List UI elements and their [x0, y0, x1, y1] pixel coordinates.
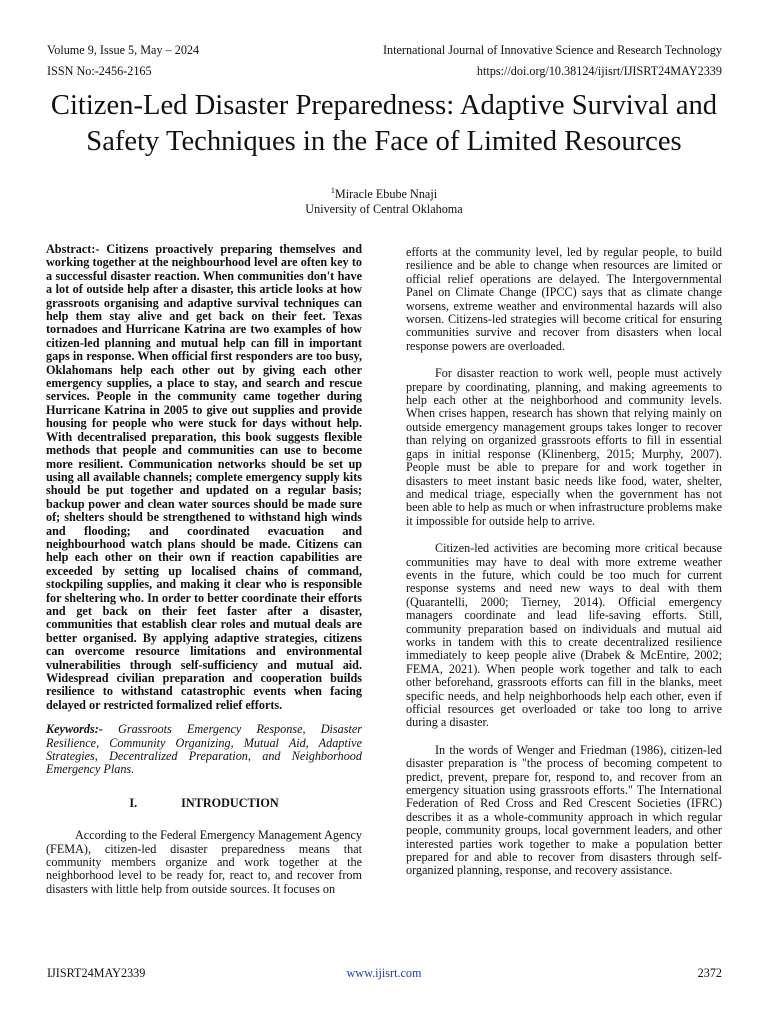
- author-name-line: [0, 187, 768, 202]
- body-paragraph-3: Citizen-led activities are becoming more critical because communities may have to deal with more extreme weather events in the future, which could be too much for current response systems and need new ways to deal with them (Quarantelli, 2000; Tierney, 2014). Official emergency managers coordinate and lead life-saving efforts. Still, community preparation based on individuals and mutual aid works in tandem with this to create decentralized resilience immediately to keep people alive (Drabek & McEntire, 2002; FEMA, 2021). When people work together and talk to each other beforehand, grassroots efforts can fill in the blanks, meet specific needs, and help neighborhoods help each other, even if official resources get overloaded or take too long to arrive during a disaster.: [406, 541, 722, 730]
- header-journal-name: International Journal of Innovative Science and Research Technology: [382, 43, 722, 57]
- author-affiliation: University of Central Oklahoma: [305, 202, 463, 216]
- section-heading-introduction: [46, 797, 362, 810]
- paper-title: Citizen-Led Disaster Preparedness: Adaptive Survival and Safety Techniques in the Face of Limited Resources: [50, 90, 718, 157]
- author-name: Miracle Ebube Nnaji: [334, 187, 438, 201]
- header-volume: Volume 9, Issue 5, May – 2024: [47, 43, 200, 57]
- left-column: [46, 243, 362, 896]
- abstract-paragraph: Abstract:- Citizens proactively preparing themselves and working together at the neighbourhood level are often key to a successful disaster reaction. When communities don't have a lot of outside help after a disaster, this article looks at how grassroots organising and adaptive survival techniques can help them stay alive and get back on their feet. Texas tornadoes and Hurricane Katrina are two examples of how citizen-led planning and mutual help can fill in important gaps in response. When official first responders are too busy, Oklahomans help each other out by giving each other emergency supplies, a place to stay, and search and rescue services. People in the community came together during Hurricane Katrina in 2005 to give out supplies and provide housing for people who were stuck for days without help. With decentralised preparation, this book suggests flexible methods that people and communities can use to become more resilient. Communication networks should be set up using all available channels; complete emergency supply kits should be put together and updated on a regular basis; backup power and clean water sources should be made sure of; shelters should be strengthened to withstand high winds and flooding; and coordinated evacuation and neighbourhood watch plans should be made. Citizens can help each other on their own if reaction capabilities are exceeded by setting up localised chains of command, stockpiling supplies, and making it clear who is responsible for sheltering who. In order to better coordinate their efforts and get back on their feet faster after a disaster, communities that establish clear roles and mutual deals are better organised. By applying adaptive strategies, citizens can overcome resource limitations and environmental vulnerabilities through self-sufficiency and mutual aid. Widespread civilian preparation and cooperation builds resilience to withstand catastrophic events when facing delayed or restricted formalized relief efforts.: [46, 242, 362, 712]
- section-title: INTRODUCTION: [181, 795, 279, 810]
- footer-website-link[interactable]: www.ijisrt.com: [346, 966, 422, 980]
- header-issn: ISSN No:-2456-2165: [47, 64, 152, 78]
- author-affiliation-marker: 1: [330, 186, 335, 195]
- intro-paragraph: According to the Federal Emergency Management Agency (FEMA), citizen-led disaster preparedness means that community members organize and work together at the neighborhood level to be ready for, react to, and recover from disasters with little help from outside sources. It focuses on: [46, 828, 362, 896]
- footer-page-number: 2372: [697, 966, 722, 980]
- section-number: I.: [129, 795, 138, 810]
- body-paragraph-2: For disaster reaction to work well, people must actively prepare by coordinating, planning, and making agreements to help each other at the neighborhood and community levels. When crises happen, research has shown that relying mainly on outside emergency management groups takes longer to recover than relying on organized grassroots efforts to fill in essential gaps in initial response (Klinenberg, 2015; Murphy, 2007). People must be able to prepare for and work together in disasters to meet instant basic needs like food, water, shelter, and medical triage, especially when the government has not been able to help as much or when infrastructure problems make it impossible for outside help to arrive.: [406, 366, 722, 528]
- body-paragraph-1: efforts at the community level, led by regular people, to build resilience and be able to change when resources are limited or official relief operations are delayed. The Intergovernmental Panel on Climate Change (IPCC) says that as climate change worsens, extreme weather and environmental hazards will also worsen. Citizens-led strategies will become critical for ensuring communities survive and recover from disasters when local response powers are overloaded.: [406, 245, 722, 353]
- right-column: [406, 246, 722, 878]
- keywords-label: Keywords:-: [46, 722, 103, 737]
- keywords-list: Grassroots Emergency Response, Disaster Resilience, Community Organizing, Mutual Aid, Adaptive Strategies, Decentralized Preparation, and Neighborhood Emergency Plans.: [46, 722, 363, 777]
- body-paragraph-4: In the words of Wenger and Friedman (1986), citizen-led disaster preparation is "the process of becoming competent to predict, prevent, prepare for, respond to, and recover from an emergency situation using grassroots efforts." The International Federation of Red Cross and Red Crescent Societies (IFRC) describes it as a whole-community approach in which regular people, community groups, local government leaders, and other interested parties work together to make a population better prepared for and able to recover from disasters through self-organized planning, response, and recovery assistance.: [406, 742, 722, 878]
- header-doi-link[interactable]: https://doi.org/10.38124/ijisrt/IJISRT24MAY2339: [476, 64, 722, 78]
- keywords-paragraph: [46, 723, 362, 777]
- footer-article-id: IJISRT24MAY2339: [47, 966, 146, 980]
- author-block: [0, 187, 768, 217]
